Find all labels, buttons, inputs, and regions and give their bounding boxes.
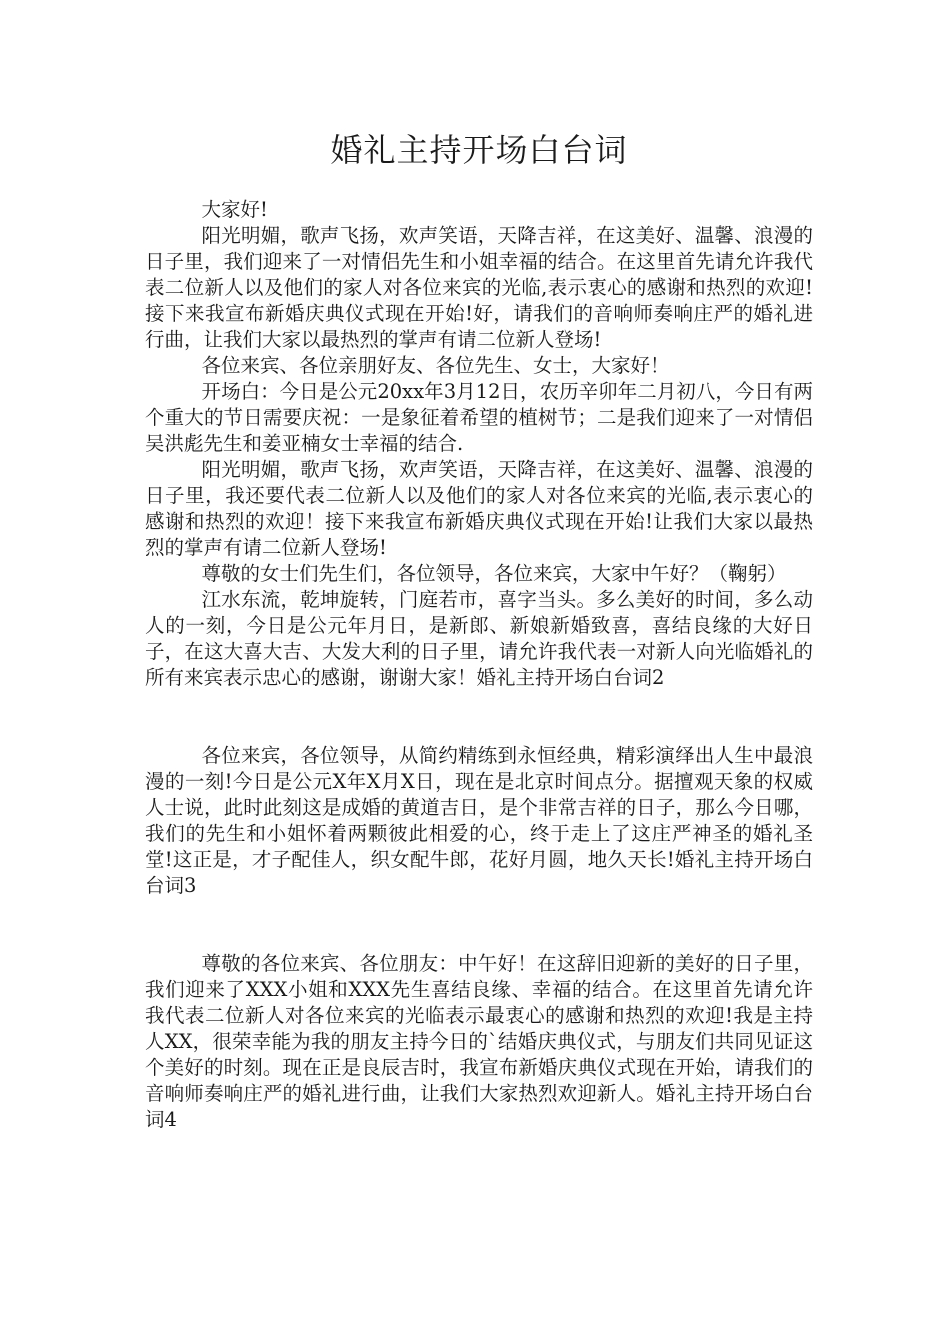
document-title: 婚礼主持开场白台词 bbox=[330, 131, 628, 169]
paragraph-section-1-end: 江水东流，乾坤旋转，门庭若市，喜字当头。多么美好的时间，多么动人的一刻，今日是公元年月日，是新郎、新娘新婚致喜，喜结良缘的大好日子，在这大喜大吉、大发大利的日子里，请允许我代表一对新人向光临婚礼的所有来宾表示忠心的感谢，谢谢大家！婚礼主持开场白台词2 bbox=[145, 588, 813, 689]
paragraph-opening-1: 阳光明媚，歌声飞扬，欢声笑语，天降吉祥，在这美好、温馨、浪漫的日子里，我们迎来了一对情侣先生和小姐幸福的结合。在这里首先请允许我代表二位新人以及他们的家人对各位来宾的光临,表示衷心的感谢和热烈的欢迎!接下来我宣布新婚庆典仪式现在开始!好，请我们的音响师奏响庄严的婚礼进行曲，让我们大家以最热烈的掌声有请二位新人登场! bbox=[145, 224, 813, 351]
paragraph-opening-2: 阳光明媚，歌声飞扬，欢声笑语，天降吉祥，在这美好、温馨、浪漫的日子里，我还要代表二位新人以及他们的家人对各位来宾的光临,表示衷心的感谢和热烈的欢迎！接下来我宣布新婚庆典仪式现在开始!让我们大家以最热烈的掌声有请二位新人登场! bbox=[145, 458, 813, 559]
paragraph-section-2: 各位来宾，各位领导，从简约精练到永恒经典，精彩演绎出人生中最浪漫的一刻!今日是公元X年X月X日，现在是北京时间点分。据擅观天象的权威人士说，此时此刻这是成婚的黄道吉日，是个非常吉祥的日子，那么今日哪，我们的先生和小姐怀着两颗彼此相爱的心，终于走上了这庄严神圣的婚礼圣堂!这正是，才子配佳人，织女配牛郎，花好月圆，地久天长!婚礼主持开场白台词3 bbox=[145, 744, 813, 897]
paragraph-opening-date: 开场白：今日是公元20xx年3月12日，农历辛卯年二月初八，今日有两个重大的节日需要庆祝：一是象征着希望的植树节；二是我们迎来了一对情侣吴洪彪先生和姜亚楠女士幸福的结合. bbox=[145, 380, 813, 455]
paragraph-section-3: 尊敬的各位来宾、各位朋友：中午好！在这辞旧迎新的美好的日子里，我们迎来了XXX小姐和XXX先生喜结良缘、幸福的结合。在这里首先请允许我代表二位新人对各位来宾的光临表示最衷心的感谢和热烈的欢迎!我是主持人XX，很荣幸能为我的朋友主持今日的`结婚庆典仪式，与朋友们共同见证这个美好的时刻。现在正是良辰吉时，我宣布新婚庆典仪式现在开始，请我们的音响师奏响庄严的婚礼进行曲，让我们大家热烈欢迎新人。婚礼主持开场白台词4 bbox=[145, 952, 813, 1131]
paragraph-greeting: 大家好! bbox=[201, 198, 268, 221]
document-body bbox=[145, 197, 813, 1133]
paragraph-greeting-3: 尊敬的女士们先生们，各位领导，各位来宾，大家中午好？（鞠躬） bbox=[201, 562, 787, 585]
paragraph-greeting-2: 各位来宾、各位亲朋好友、各位先生、女士，大家好！ bbox=[201, 354, 670, 377]
